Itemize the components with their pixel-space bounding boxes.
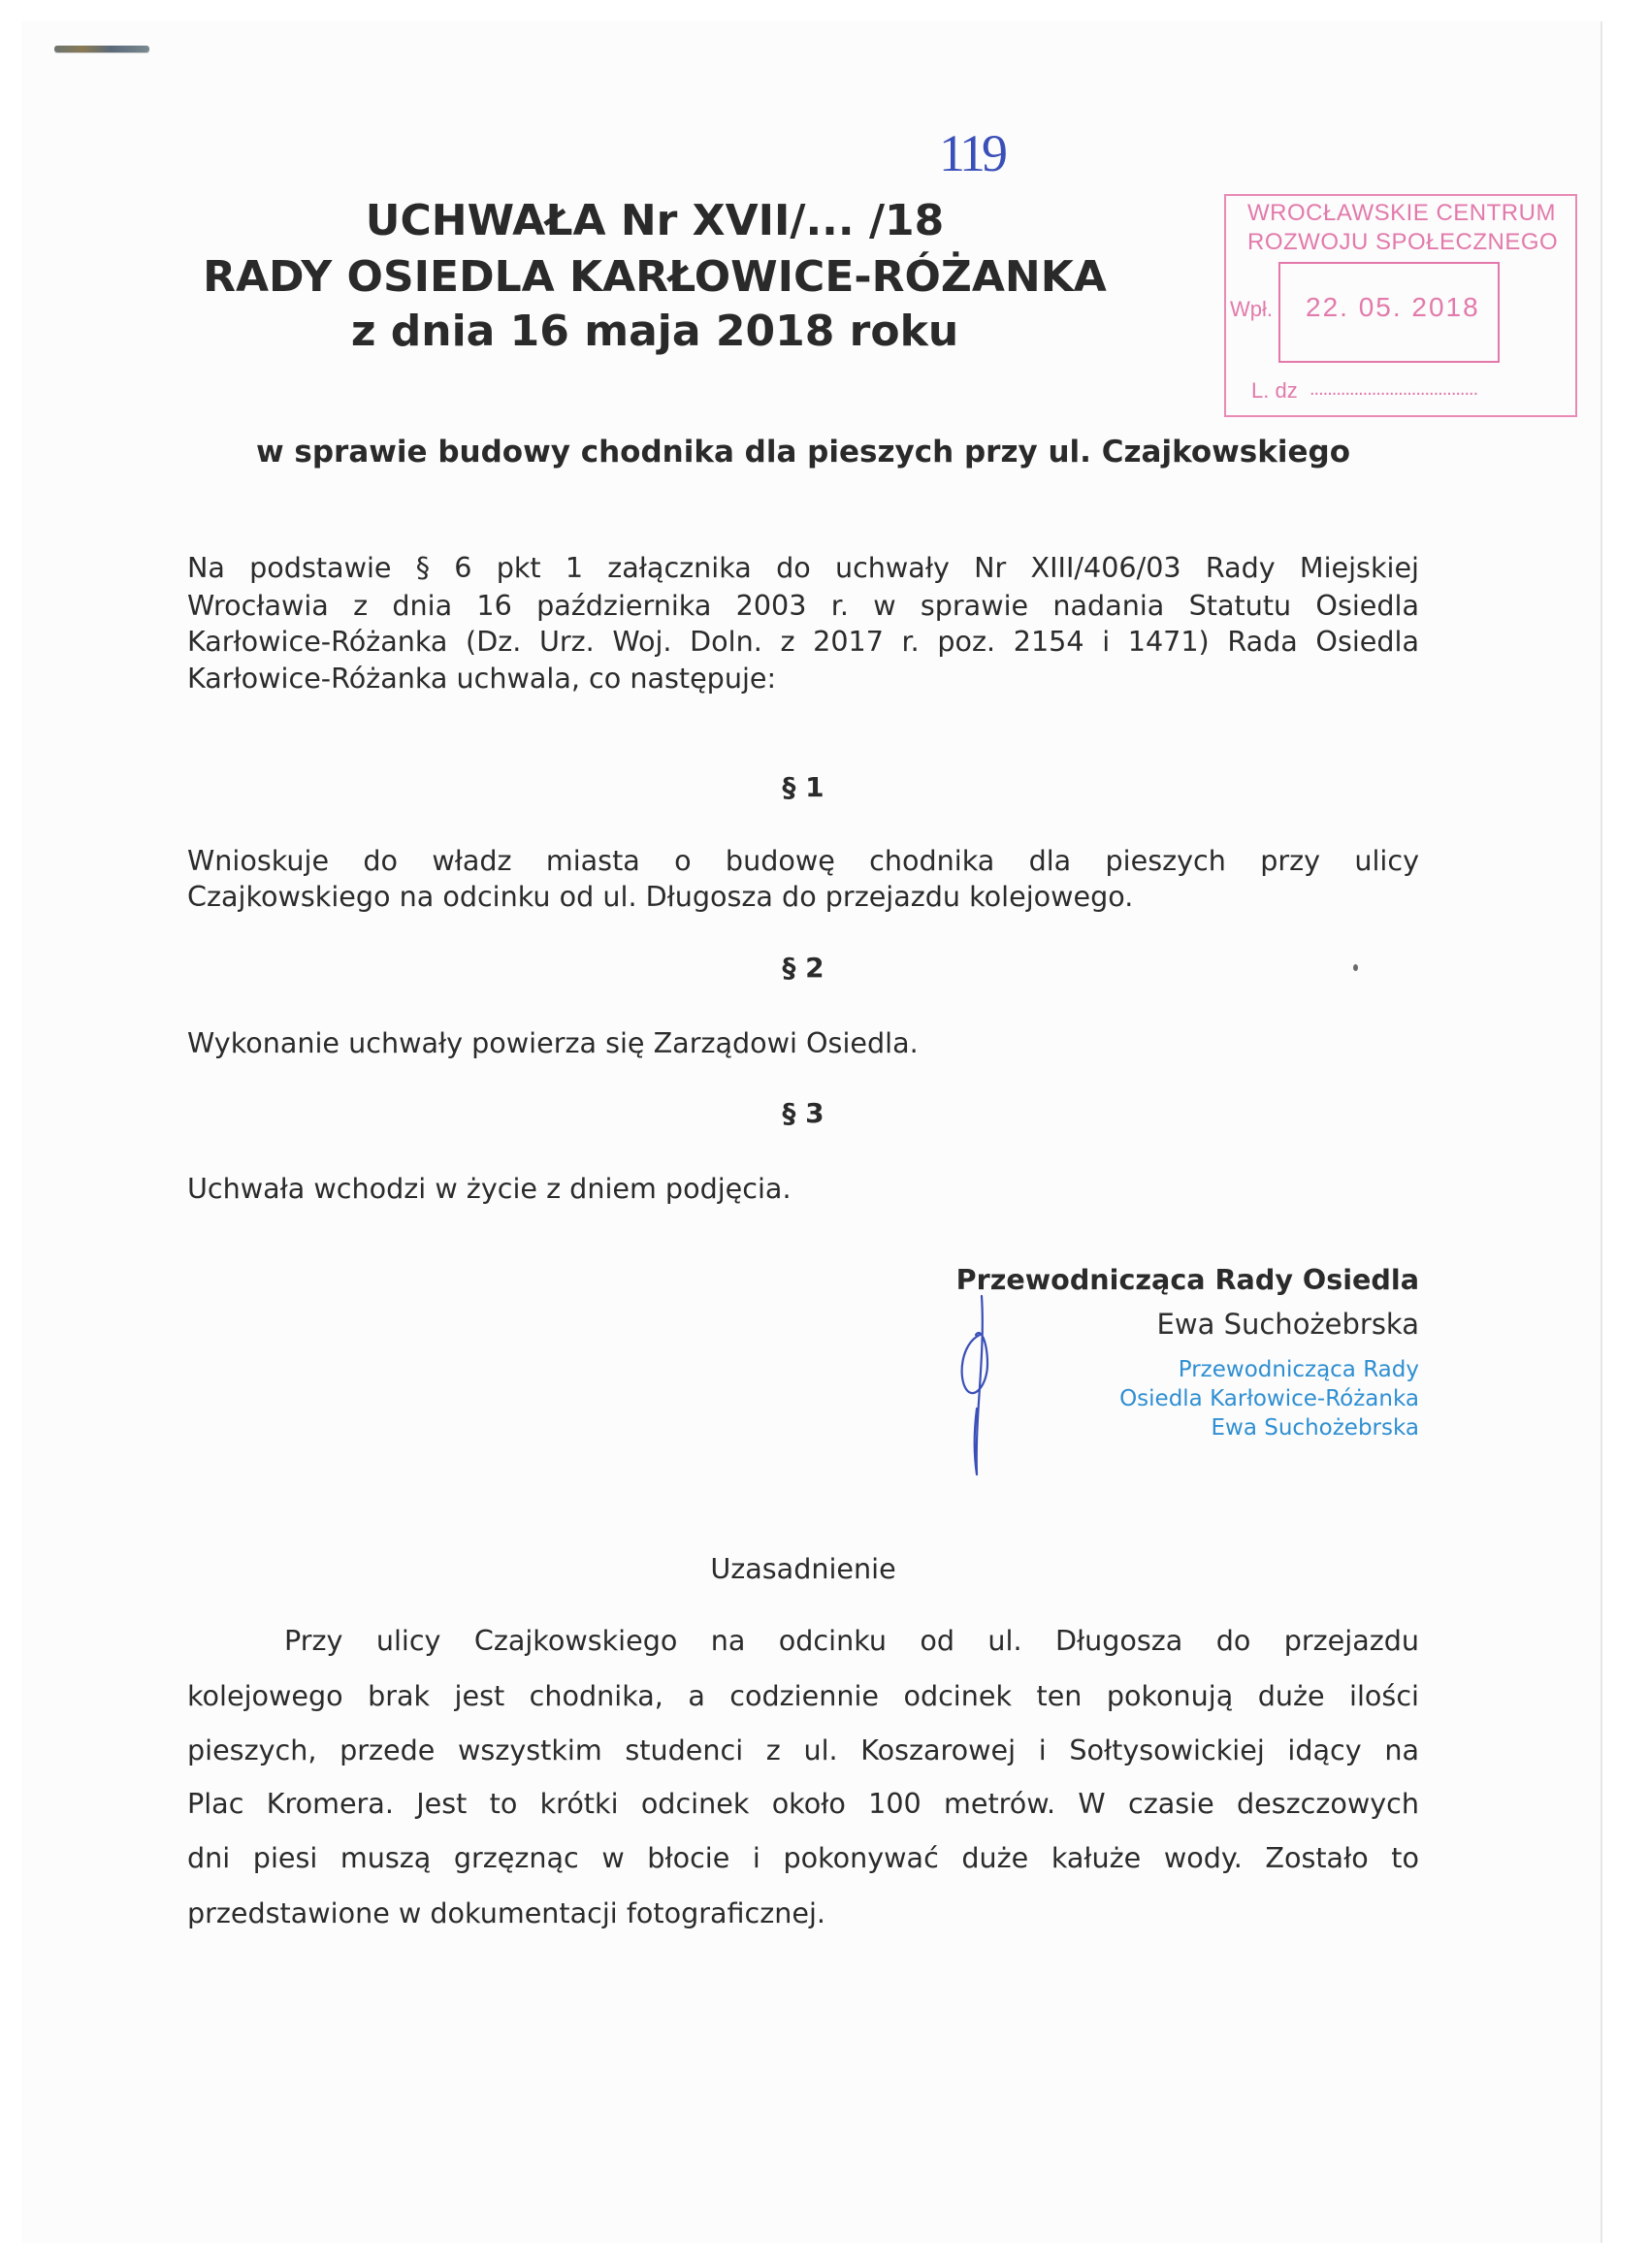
title-prefix: UCHWAŁA Nr XVII/ — [365, 196, 806, 245]
resolution-date-title: z dnia 16 maja 2018 roku — [350, 307, 959, 356]
name-stamp-line1: Przewodnicząca Rady — [1178, 1357, 1419, 1382]
preamble-line: Na podstawie § 6 pkt 1 załącznika do uchwały Nr XIII/406/03 Rady Miejskiej — [187, 551, 1419, 584]
justification-line: przedstawione w dokumentacji fotograficznej. — [187, 1896, 826, 1929]
staple-mark — [54, 46, 149, 52]
section-1-line: Czajkowskiego na odcinku od ul. Długosza do przejazdu kolejowego. — [187, 880, 1134, 913]
section-3-line: Uchwała wchodzi w życie z dniem podjęcia. — [187, 1172, 792, 1205]
receipt-stamp-date: 22. 05. 2018 — [1306, 292, 1480, 322]
preamble-line: Karłowice-Różanka (Dz. Urz. Woj. Doln. z 2017 r. poz. 2154 i 1471) Rada Osiedla — [187, 625, 1419, 658]
receipt-stamp-reference-value: ...................................... — [1310, 378, 1478, 400]
justification-line: kolejowego brak jest chodnika, a codziennie odcinek ten pokonują duże ilości — [187, 1679, 1419, 1712]
section-heading-1: § 1 — [782, 771, 824, 803]
section-2-line: Wykonanie uchwały powierza się Zarządowi Osiedla. — [187, 1026, 919, 1059]
name-stamp-line2: Osiedla Karłowice-Różanka — [1119, 1386, 1419, 1411]
title-suffix: /18 — [854, 196, 945, 245]
signatory-name: Ewa Suchożebrska — [1156, 1308, 1419, 1341]
section-1-line: Wnioskuje do władz miasta o budowę chodnika dla pieszych przy ulicy — [187, 844, 1419, 877]
name-stamp-line3: Ewa Suchożebrska — [1211, 1415, 1419, 1441]
title-number-placeholder: ... — [805, 196, 855, 245]
council-name-title: RADY OSIEDLA KARŁOWICE-RÓŻANKA — [203, 252, 1107, 302]
receipt-stamp-reference-label: L. dz — [1251, 378, 1298, 403]
section-heading-2: § 2 — [782, 952, 824, 984]
justification-line: Przy ulicy Czajkowskiego na odcinku od ul. Długosza do przejazdu — [284, 1624, 1419, 1657]
handwritten-signature — [931, 1290, 1028, 1484]
handwritten-resolution-number: 119 — [939, 124, 1004, 182]
justification-line: dni piesi muszą grzęznąc w błocie i pokonywać duże kałuże wody. Zostało to — [187, 1841, 1419, 1874]
receipt-stamp-line1: WROCŁAWSKIE CENTRUM — [1247, 200, 1556, 226]
section-heading-3: § 3 — [782, 1097, 824, 1129]
receipt-stamp-received-label: Wpł. — [1230, 297, 1273, 321]
justification-line: pieszych, przede wszystkim studenci z ul. Koszarowej i Sołtysowickiej idący na — [187, 1733, 1419, 1766]
receipt-stamp-line2: ROZWOJU SPOŁECZNEGO — [1247, 229, 1559, 255]
resolution-subject: w sprawie budowy chodnika dla pieszych przy ul. Czajkowskiego — [255, 435, 1351, 470]
scan-speck — [1353, 964, 1358, 971]
signatory-role: Przewodnicząca Rady Osiedla — [955, 1263, 1419, 1296]
page-edge — [1600, 21, 1602, 2243]
justification-heading: Uzasadnienie — [710, 1552, 896, 1585]
preamble-line: Karłowice-Różanka uchwala, co następuje: — [187, 662, 777, 695]
justification-line: Plac Kromera. Jest to krótki odcinek około 100 metrów. W czasie deszczowych — [187, 1787, 1419, 1820]
preamble-line: Wrocławia z dnia 16 października 2003 r. w sprawie nadania Statutu Osiedla — [187, 589, 1419, 622]
resolution-number-title — [146, 194, 1164, 248]
